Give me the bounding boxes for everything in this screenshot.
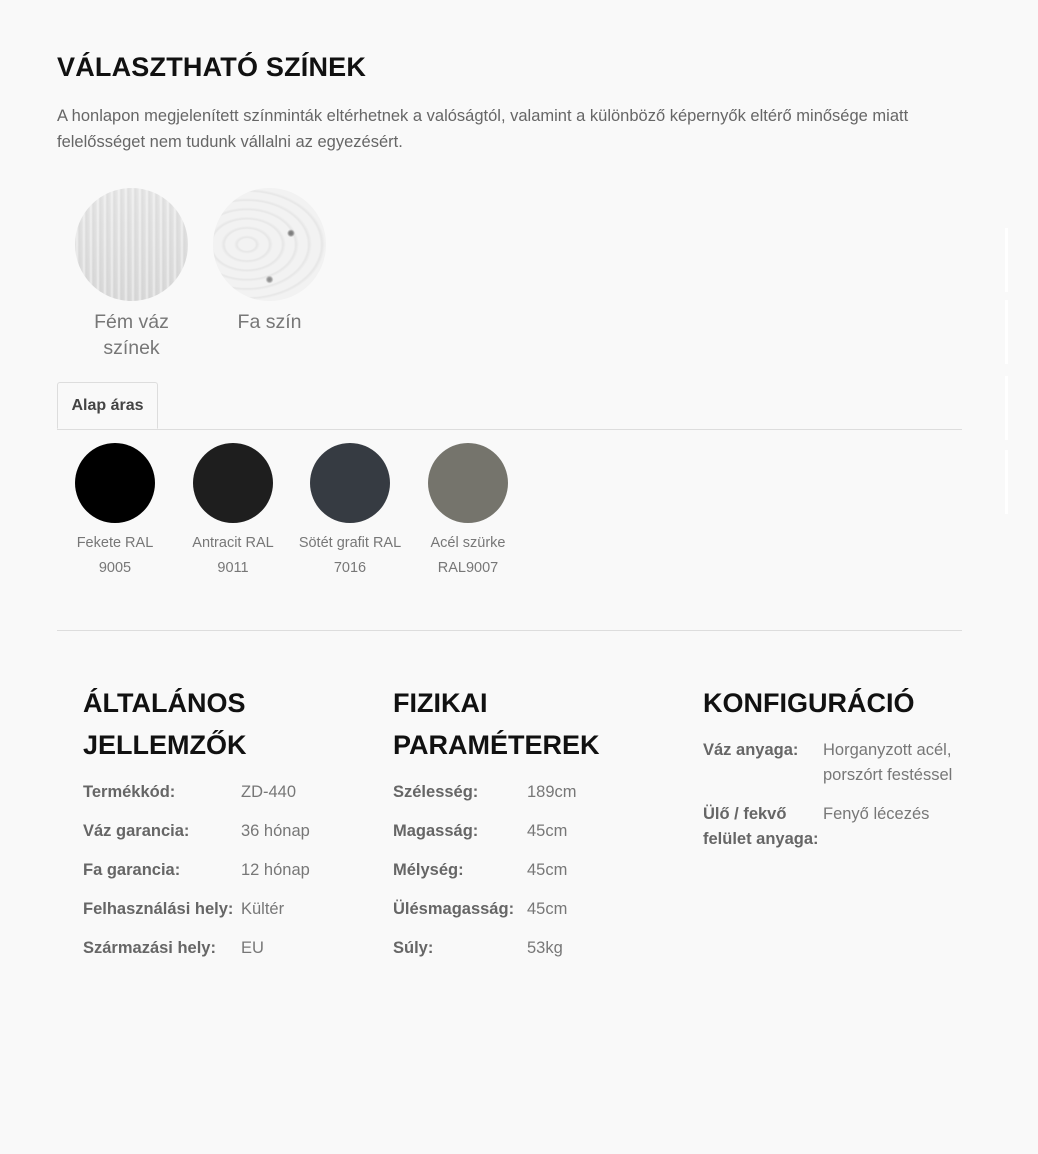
color-dot[interactable]	[75, 443, 155, 523]
section-divider	[57, 630, 962, 631]
color-label: Acél szürke RAL9007	[430, 535, 506, 576]
color-option-steel-grey[interactable]	[412, 443, 524, 581]
swatch-group-label: Fa szín	[237, 311, 302, 333]
color-option-black[interactable]	[59, 443, 171, 581]
spec-row: Magasság: 45cm	[393, 822, 568, 840]
tab-base-price[interactable]: Alap áras	[57, 382, 158, 429]
spec-row: Származási hely: EU	[83, 939, 264, 957]
edge-decoration	[1005, 300, 1008, 364]
spec-row: Váz anyaga: Horganyzott acél, porszórt festéssel	[703, 741, 953, 784]
swatch-group-wood[interactable]	[213, 188, 326, 335]
color-label: Antracit RAL 9011	[192, 535, 274, 576]
spec-row: Súly: 53kg	[393, 939, 563, 957]
spec-row: Váz garancia: 36 hónap	[83, 822, 310, 840]
color-dot[interactable]	[193, 443, 273, 523]
swatch-group-metal-frame[interactable]	[75, 188, 188, 361]
color-disclaimer: A honlapon megjelenített színminták eltérhetnek a valóságtól, valamint a különböző képernyők eltérő minősége miatt felelősséget nem tudunk vállalni az egyezésért.	[57, 107, 909, 151]
spec-row: Termékkód: ZD-440	[83, 783, 297, 801]
specs-physical-title: FIZIKAI PARAMÉTEREK	[393, 688, 600, 760]
swatch-group-label: Fém váz színek	[94, 311, 169, 359]
spec-row: Ülő / fekvő felület anyaga: Fenyő lécezés	[703, 805, 930, 848]
color-dot[interactable]	[428, 443, 508, 523]
spec-row: Felhasználási hely: Kültér	[83, 900, 285, 918]
spec-row: Szélesség: 189cm	[393, 783, 577, 801]
edge-decoration	[1005, 450, 1008, 514]
edge-decoration	[1005, 228, 1008, 292]
specs-physical	[393, 682, 653, 975]
spec-row: Ülésmagasság: 45cm	[393, 900, 568, 918]
specs-general-title: ÁLTALÁNOS JELLEMZŐK	[83, 688, 247, 760]
edge-decoration	[1005, 376, 1008, 440]
tab-bar	[57, 429, 962, 430]
wood-texture-swatch[interactable]	[213, 188, 326, 301]
section-title: VÁLASZTHATÓ SZÍNEK	[57, 52, 367, 82]
color-option-dark-graphite[interactable]	[294, 443, 406, 581]
color-option-anthracite[interactable]	[177, 443, 289, 581]
metal-texture-swatch[interactable]	[75, 188, 188, 301]
spec-row: Fa garancia: 12 hónap	[83, 861, 310, 879]
specs-general	[83, 682, 343, 975]
specs-config	[703, 682, 973, 866]
color-dot[interactable]	[310, 443, 390, 523]
spec-row: Mélység: 45cm	[393, 861, 568, 879]
color-label: Sötét grafit RAL 7016	[298, 535, 402, 576]
color-label: Fekete RAL 9005	[76, 535, 154, 576]
specs-config-title: KONFIGURÁCIÓ	[703, 688, 915, 718]
